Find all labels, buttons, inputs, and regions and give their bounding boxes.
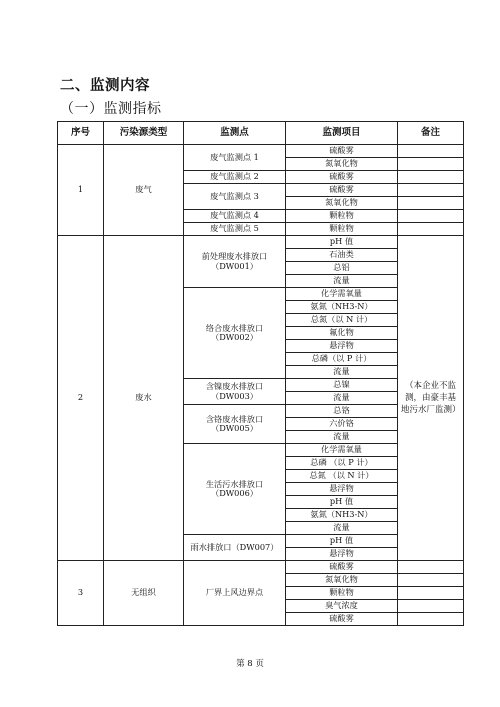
subsection-title: （一）监测指标 xyxy=(60,101,162,117)
monitoring-point-cell: 前处理废水排放口（DW001） xyxy=(184,236,286,288)
monitoring-item-cell: 氨氮（NH3-N） xyxy=(286,509,398,522)
monitoring-point-cell: 废气监测点 5 xyxy=(184,223,286,236)
remark-empty-cell xyxy=(398,197,464,210)
monitoring-item-cell: pH 值 xyxy=(286,236,398,249)
header-no: 序号 xyxy=(58,122,104,145)
remark-empty-cell xyxy=(398,171,464,184)
monitoring-point-cell: 含镍废水排放口（DW003） xyxy=(184,379,286,405)
monitoring-item-cell: 流量 xyxy=(286,522,398,535)
section-title: 二、监测内容 xyxy=(60,78,150,94)
monitoring-item-cell: 石油类 xyxy=(286,249,398,262)
monitoring-point-cell: 废气监测点 3 xyxy=(184,184,286,210)
monitoring-item-cell: 颗粒物 xyxy=(286,210,398,223)
monitoring-item-cell: 氮氧化物 xyxy=(286,574,398,587)
monitoring-item-cell: 氨氮（NH3-N） xyxy=(286,301,398,314)
header-source-type: 污染源类型 xyxy=(104,122,184,145)
remark-empty-cell xyxy=(398,223,464,236)
monitoring-item-cell: 流量 xyxy=(286,431,398,444)
monitoring-item-cell: 悬浮物 xyxy=(286,548,398,561)
table-body xyxy=(58,145,464,626)
monitoring-item-cell: 总氮（以 N 计） xyxy=(286,314,398,327)
monitoring-item-cell: 总氮 （以 N 计） xyxy=(286,470,398,483)
monitoring-item-cell: 总磷 （以 P 计） xyxy=(286,457,398,470)
header-remark: 备注 xyxy=(398,122,464,145)
monitoring-item-cell: 硫酸雾 xyxy=(286,184,398,197)
remark-empty-cell xyxy=(398,210,464,223)
source-type-cell: 废气 xyxy=(104,145,184,236)
monitoring-item-cell: 化学需氧量 xyxy=(286,444,398,457)
remark-empty-cell xyxy=(398,587,464,600)
monitoring-item-cell: pH 值 xyxy=(286,496,398,509)
monitoring-item-cell: 氟化物 xyxy=(286,327,398,340)
table-row xyxy=(58,145,464,158)
remark-empty-cell xyxy=(398,184,464,197)
table-row xyxy=(58,236,464,249)
monitoring-item-cell: 流量 xyxy=(286,392,398,405)
monitoring-item-cell: 氮氧化物 xyxy=(286,158,398,171)
monitoring-item-cell: 总铬 xyxy=(286,405,398,418)
monitoring-item-cell: 总镍 xyxy=(286,379,398,392)
monitoring-item-cell: 悬浮物 xyxy=(286,340,398,353)
header-monitoring-point: 监测点 xyxy=(184,122,286,145)
monitoring-item-cell: 六价铬 xyxy=(286,418,398,431)
source-type-cell: 无组织 xyxy=(104,561,184,626)
row-number-cell: 1 xyxy=(58,145,104,236)
remark-cell: （本企业不监测，由豪丰基地污水厂监测） xyxy=(398,236,464,561)
table-header-row xyxy=(58,122,464,145)
monitoring-item-cell: 颗粒物 xyxy=(286,587,398,600)
remark-empty-cell xyxy=(398,600,464,613)
source-type-cell: 废水 xyxy=(104,236,184,561)
table-row xyxy=(58,561,464,574)
monitoring-item-cell: 流量 xyxy=(286,275,398,288)
remark-empty-cell xyxy=(398,145,464,158)
monitoring-point-cell: 含铬废水排放口（DW005） xyxy=(184,405,286,444)
monitoring-item-cell: 臭气浓度 xyxy=(286,600,398,613)
monitoring-item-cell: 硫酸雾 xyxy=(286,561,398,574)
remark-empty-cell xyxy=(398,158,464,171)
monitoring-item-cell: 颗粒物 xyxy=(286,223,398,236)
monitoring-point-cell: 废气监测点 4 xyxy=(184,210,286,223)
remark-empty-cell xyxy=(398,613,464,626)
monitoring-item-cell: pH 值 xyxy=(286,535,398,548)
page-number: 第 8 页 xyxy=(236,659,264,669)
monitoring-point-cell: 厂界上风边界点 xyxy=(184,561,286,626)
row-number-cell: 3 xyxy=(58,561,104,626)
monitoring-item-cell: 化学需氧量 xyxy=(286,288,398,301)
monitoring-item-cell: 硫酸雾 xyxy=(286,613,398,626)
monitoring-item-cell: 硫酸雾 xyxy=(286,171,398,184)
row-number-cell: 2 xyxy=(58,236,104,561)
header-monitoring-item: 监测项目 xyxy=(286,122,398,145)
monitoring-item-cell: 氮氧化物 xyxy=(286,197,398,210)
monitoring-item-cell: 总磷（以 P 计） xyxy=(286,353,398,366)
remark-empty-cell xyxy=(398,574,464,587)
monitoring-item-cell: 悬浮物 xyxy=(286,483,398,496)
monitoring-point-cell: 废气监测点 2 xyxy=(184,171,286,184)
monitoring-point-cell: 雨水排放口（DW007） xyxy=(184,535,286,561)
monitoring-point-cell: 络合废水排放口（DW002） xyxy=(184,288,286,379)
monitoring-item-cell: 总铝 xyxy=(286,262,398,275)
monitoring-point-cell: 废气监测点 1 xyxy=(184,145,286,171)
monitoring-item-cell: 流量 xyxy=(286,366,398,379)
remark-empty-cell xyxy=(398,561,464,574)
monitoring-point-cell: 生活污水排放口（DW006） xyxy=(184,444,286,535)
monitoring-item-cell: 硫酸雾 xyxy=(286,145,398,158)
monitoring-indicators-table xyxy=(57,121,464,626)
